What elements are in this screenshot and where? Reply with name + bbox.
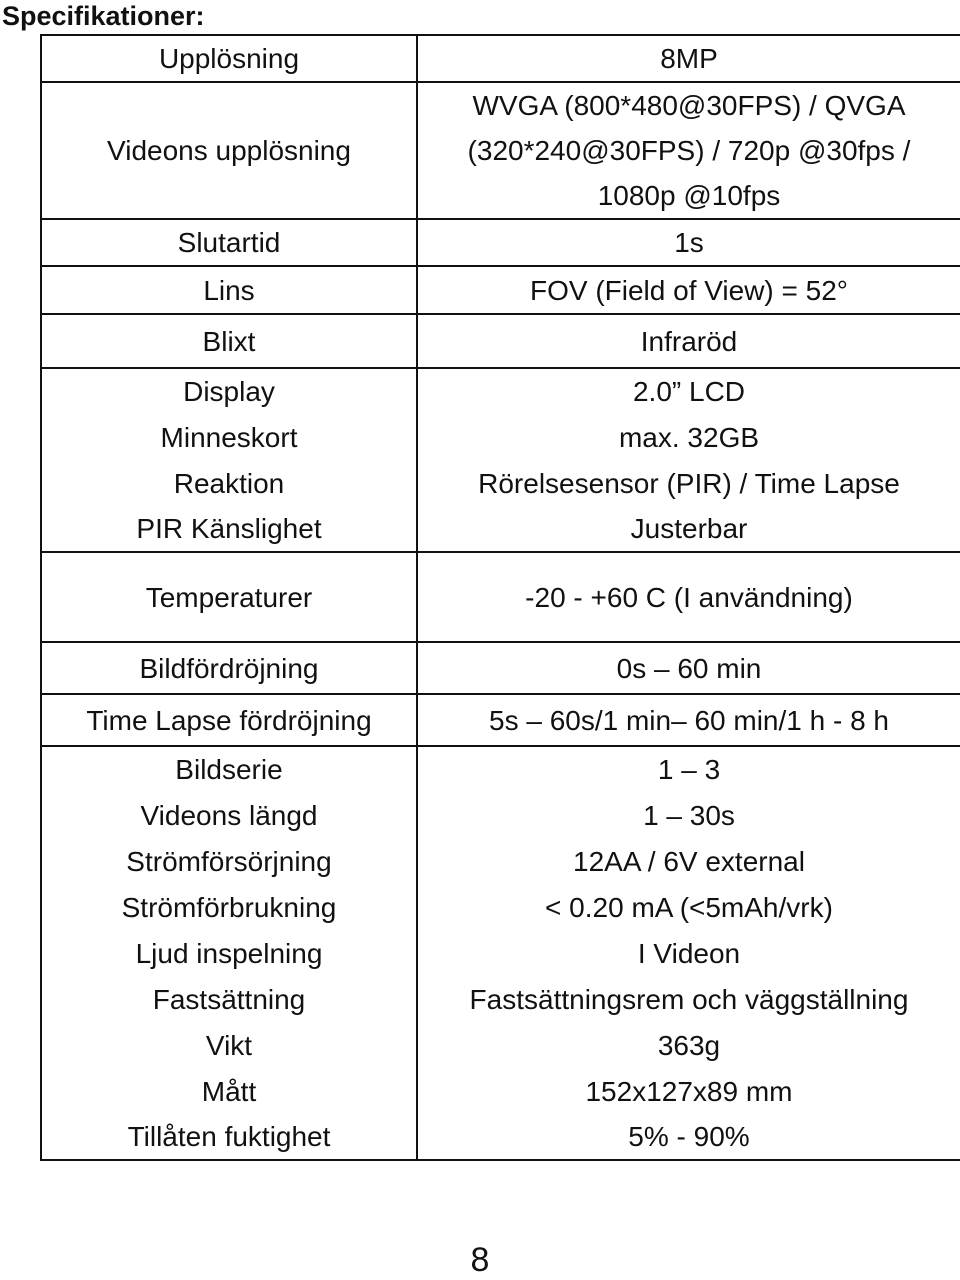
spec-row [41,266,960,314]
spec-value-line: 5% - 90% [628,1121,750,1152]
spec-value-line: I Videon [637,937,741,969]
spec-label: Tillåten fuktighet [41,1114,417,1160]
spec-label: Ljud inspelning [41,930,417,976]
spec-value [417,1022,960,1068]
spec-row [41,506,960,552]
spec-label: Bildserie [41,746,417,792]
spec-value-line: 0s – 60 min [616,652,762,684]
spec-row [41,414,960,460]
spec-row [41,930,960,976]
spec-value [417,884,960,930]
spec-value-line: -20 - +60 C (I användning) [525,581,853,613]
spec-value [417,976,960,1022]
spec-row [41,1068,960,1114]
spec-value [417,460,960,506]
spec-value-line: max. 32GB [618,421,760,453]
spec-value-line: WVGA (800*480@30FPS) / QVGA [472,90,906,121]
spec-value [417,266,960,314]
spec-value [417,219,960,266]
spec-value-line: 8MP [660,43,718,74]
spec-value-line: 5s – 60s/1 min– 60 min/1 h - 8 h [489,704,889,736]
spec-value [417,1114,960,1160]
spec-value [417,414,960,460]
spec-row [41,368,960,414]
spec-value-line: Infraröd [640,325,738,357]
spec-label: Display [41,368,417,414]
spec-value-line: 1 – 3 [657,754,721,785]
spec-value [417,506,960,552]
spec-row [41,746,960,792]
spec-row [41,838,960,884]
spec-value [417,552,960,642]
spec-row [41,694,960,746]
spec-row [41,314,960,368]
spec-label: Vikt [41,1022,417,1068]
spec-row [41,219,960,266]
spec-label: Lins [41,266,417,314]
spec-value [417,35,960,82]
spec-row [41,82,960,219]
spec-value-line: 152x127x89 mm [585,1075,793,1107]
page-number: 8 [470,1241,490,1279]
spec-value [417,314,960,368]
spec-label: Bildfördröjning [41,642,417,694]
spec-value-line: < 0.20 mA (<5mAh/vrk) [545,891,833,923]
spec-row [41,460,960,506]
spec-value [417,694,960,746]
spec-label: Videons upplösning [41,82,417,219]
spec-label: Upplösning [41,35,417,82]
spec-label: Fastsättning [41,976,417,1022]
spec-value [417,642,960,694]
page-heading: Specifikationer: [2,1,205,31]
spec-label: Blixt [41,314,417,368]
spec-value-line: (320*240@30FPS) / 720p @30fps / [467,135,911,166]
spec-row [41,976,960,1022]
spec-value-line: Fastsättningsrem och väggställning [469,983,909,1015]
spec-label: Videons längd [41,792,417,838]
specifications-table [40,34,960,1161]
spec-value-line: 1s [674,227,704,258]
spec-label: Reaktion [41,460,417,506]
spec-value-line: 363g [657,1029,721,1061]
spec-row [41,642,960,694]
spec-row [41,792,960,838]
spec-value-line: 12AA / 6V external [573,845,805,877]
spec-label: Strömförbrukning [41,884,417,930]
spec-value-line: 1080p @10fps [597,180,781,211]
spec-label: Mått [41,1068,417,1114]
spec-value [417,82,960,219]
spec-value [417,930,960,976]
spec-row [41,35,960,82]
spec-label: Temperaturer [41,552,417,642]
spec-label: Minneskort [41,414,417,460]
spec-label: Slutartid [41,219,417,266]
specifications-table-body [41,35,960,1160]
spec-row [41,1114,960,1160]
spec-value-line: Rörelsesensor (PIR) / Time Lapse [478,467,900,499]
spec-row [41,1022,960,1068]
spec-label: Strömförsörjning [41,838,417,884]
spec-row [41,552,960,642]
spec-row [41,884,960,930]
spec-value [417,792,960,838]
spec-value [417,746,960,792]
spec-label: PIR Känslighet [41,506,417,552]
spec-value-line: 2.0” LCD [632,376,746,407]
spec-value-line: Justerbar [630,513,748,544]
spec-value-line: FOV (Field of View) = 52° [529,274,849,306]
spec-value-line: 1 – 30s [643,799,735,831]
spec-value [417,368,960,414]
spec-value [417,1068,960,1114]
spec-value [417,838,960,884]
spec-label: Time Lapse fördröjning [41,694,417,746]
